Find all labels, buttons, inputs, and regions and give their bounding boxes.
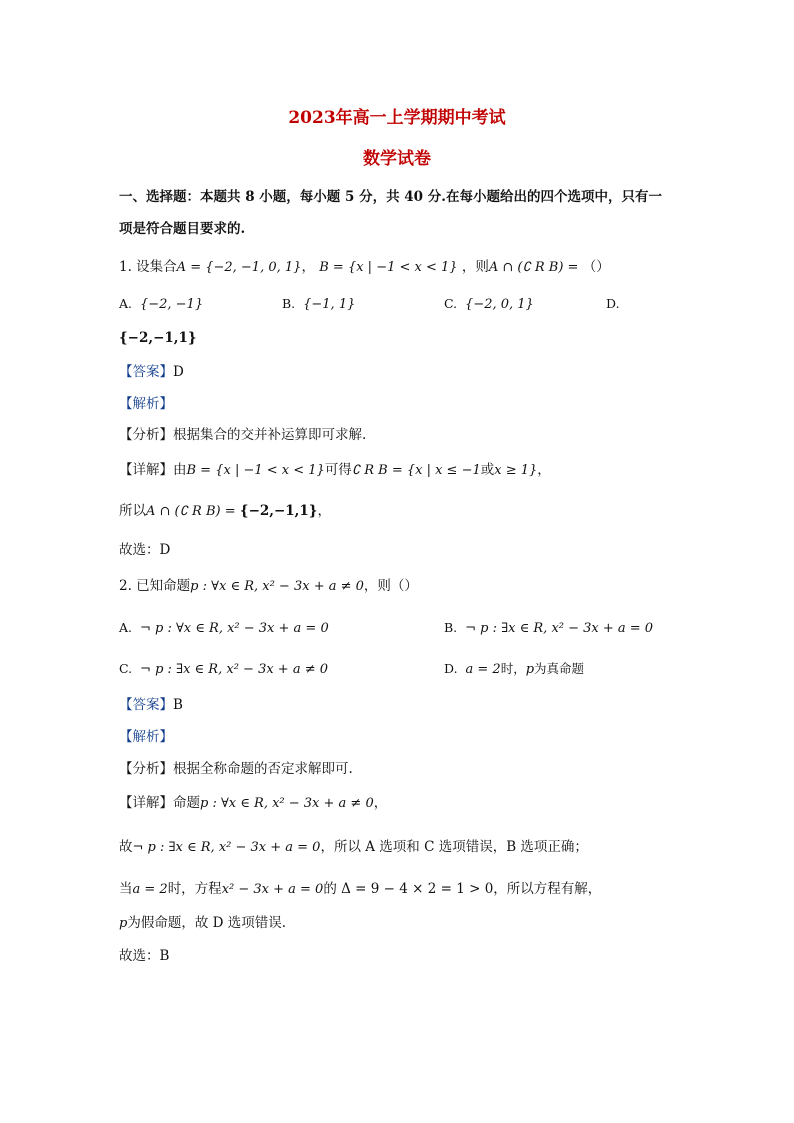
- q2-detail2-pre: 故: [119, 839, 133, 855]
- q2-detail4-p: p: [119, 916, 128, 931]
- q1-xiangjie-tag: 【详解】: [119, 462, 173, 478]
- q1-detail-tail: ，: [537, 462, 551, 478]
- q2-option-a-label: A.: [119, 620, 133, 635]
- q1-analysis: [119, 425, 366, 445]
- q1-option-c: [444, 294, 534, 315]
- q1-detail-mid: 可得: [324, 462, 352, 478]
- q1-detail2-pre: 所以: [119, 503, 146, 519]
- q2-detail2-math: ¬ p : ∃x ∈ R, x² − 3x + a = 0: [132, 840, 321, 855]
- q1-detail-line1: [119, 460, 551, 481]
- q1-detail2-tail: ，: [317, 503, 331, 519]
- q1-choice: 故选：D: [119, 542, 171, 558]
- q1-set-a: A = {−2, −1, 0, 1}: [176, 260, 302, 275]
- q2-detail2-tail: ，所以 A 选项和 C 选项错误，B 选项正确；: [320, 839, 588, 855]
- q1-option-d-label: D.: [606, 296, 620, 311]
- q2-stem: [119, 576, 418, 597]
- q1-fenxi-tag: 【分析】: [119, 427, 173, 443]
- q1-option-b-value: {−1, 1}: [303, 297, 356, 312]
- q1-option-c-value: {−2, 0, 1}: [465, 297, 534, 312]
- q2-option-b-label: B.: [444, 620, 458, 635]
- q1-detail-complement: ∁ R B = {x | x ≤ −1: [351, 463, 481, 478]
- q1-answer-tag: 【答案】: [119, 364, 173, 380]
- q2-option-b: [444, 618, 653, 639]
- q2-option-d-math: a = 2: [465, 662, 501, 677]
- q1-detail2-expr: A ∩ (∁ R B) =: [146, 504, 236, 519]
- q1-set-b: B = {x | −1 < x < 1}: [319, 260, 458, 275]
- q2-option-d-p: p: [525, 662, 535, 677]
- q2-option-c-value: ¬ p : ∃x ∈ R, x² − 3x + a ≠ 0: [140, 662, 329, 677]
- q2-option-d-text: 时，: [500, 661, 526, 676]
- q1-option-c-label: C.: [444, 296, 458, 311]
- q2-detail1-math: p : ∀x ∈ R, x² − 3x + a ≠ 0: [200, 796, 374, 811]
- q2-detail1-pre: 命题: [173, 795, 200, 811]
- q2-detail3-eq: x² − 3x + a = 0: [221, 882, 324, 897]
- q1-sep: ，: [301, 259, 315, 275]
- q1-answer-value: D: [173, 364, 184, 380]
- q1-stem: [119, 257, 610, 278]
- q2-detail4-text: 为假命题，故 D 选项错误.: [127, 915, 287, 931]
- q2-option-d-label: D.: [444, 661, 458, 676]
- q1-jiexi-tag: 【解析】: [119, 396, 173, 412]
- q2-answer-tag: 【答案】: [119, 697, 173, 713]
- q1-detail-set-b: B = {x | −1 < x < 1}: [186, 463, 325, 478]
- q1-option-a-label: A.: [119, 296, 133, 311]
- q2-analysis: [119, 759, 353, 779]
- q2-fenxi-text: 根据全称命题的否定求解即可.: [173, 761, 353, 777]
- q2-xiangjie-tag: 【详解】: [119, 795, 173, 811]
- q1-option-a: [119, 294, 203, 315]
- q1-answer: [119, 362, 184, 382]
- q2-choice: 故选：B: [119, 948, 170, 964]
- q2-jiexi-tag: 【解析】: [119, 729, 173, 745]
- page-subtitle: 数学试卷: [363, 149, 431, 169]
- q2-detail-line1: [119, 793, 387, 814]
- q1-detail2-value: {−2,−1,1}: [239, 503, 318, 519]
- q2-detail-line3: [119, 879, 601, 900]
- q1-fenxi-text: 根据集合的交并补运算即可求解.: [173, 427, 367, 443]
- page-title: 2023年高一上学期期中考试: [288, 108, 506, 128]
- q2-option-c-label: C.: [119, 661, 133, 676]
- q2-answer: [119, 695, 183, 715]
- q2-detail3-mid: 时，方程: [167, 881, 222, 897]
- q2-detail3-pre: 当: [119, 881, 133, 897]
- q2-option-d-tail: 为真命题: [534, 661, 585, 676]
- section-heading-line2: 项是符合题目要求的.: [119, 221, 246, 237]
- q2-option-d: [444, 659, 584, 680]
- q2-stem-math: p : ∀x ∈ R, x² − 3x + a ≠ 0: [190, 579, 364, 594]
- q2-detail3-a: a = 2: [132, 882, 168, 897]
- q2-option-b-value: ¬ p : ∃x ∈ R, x² − 3x + a = 0: [465, 621, 654, 636]
- q2-stem-label: 2. 已知命题: [119, 578, 191, 594]
- q1-stem-label: 1. 设集合: [119, 259, 177, 275]
- q2-stem-tail: ，则（）: [363, 578, 418, 594]
- q1-option-b: [282, 294, 355, 315]
- q2-option-a: [119, 618, 329, 639]
- q2-detail1-tail: ，: [373, 795, 388, 811]
- q2-detail-line4: [119, 913, 286, 934]
- q2-option-c: [119, 659, 328, 680]
- q1-then: ，则: [461, 259, 489, 275]
- q1-detail-line2: [119, 501, 331, 522]
- q2-answer-value: B: [173, 697, 183, 713]
- q2-option-a-value: ¬ p : ∀x ∈ R, x² − 3x + a = 0: [139, 621, 329, 636]
- q2-detail3-tail: ，所以方程有解，: [493, 881, 602, 897]
- q1-paren: （）: [582, 259, 610, 275]
- q2-detail3-discriminant: 的 Δ = 9 − 4 × 2 = 1 > 0: [323, 881, 494, 897]
- q1-option-a-value: {−2, −1}: [139, 297, 204, 312]
- q1-expr: A ∩ (∁ R B) =: [488, 260, 579, 275]
- q2-detail-line2: [119, 837, 588, 858]
- q2-fenxi-tag: 【分析】: [119, 761, 173, 777]
- q1-detail-end: x ≥ 1}: [494, 463, 538, 478]
- q1-detail-or: 或: [480, 462, 495, 478]
- q1-option-b-label: B.: [282, 296, 296, 311]
- q1-option-d-value: {−2,−1,1}: [119, 330, 197, 346]
- q1-detail-pre: 由: [173, 462, 187, 478]
- section-heading-line1: 一、选择题：本题共 8 小题，每小题 5 分，共 40 分.在每小题给出的四个选项中，只有一: [119, 189, 662, 205]
